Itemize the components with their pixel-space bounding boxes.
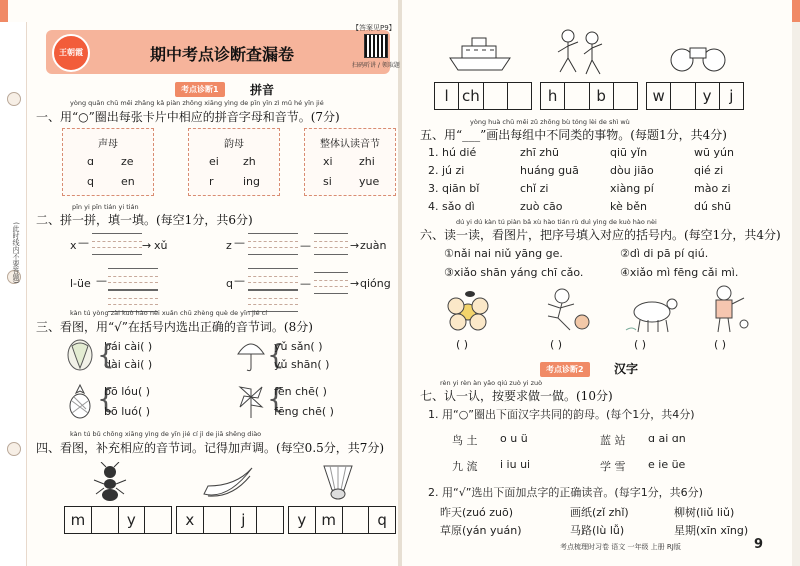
diag1-topic: 拼音 <box>250 83 275 97</box>
q7-sub1: 1. 用“○”圈出下面汉字共同的韵母。(每个1分，共4分) <box>428 408 695 421</box>
arrow-icon: → <box>350 239 360 252</box>
q5-item[interactable]: 4. sǎo dì <box>428 200 475 213</box>
q3-option[interactable]: dài cài( ) <box>104 358 153 371</box>
q6-sentence: ③xiǎo shān yáng chī cǎo. <box>444 266 584 279</box>
q5-pinyin: yòng huà chū měi zǔ zhōng bù tóng lèi de shì wù <box>470 118 630 126</box>
q1-box-head: 整体认读音节 <box>320 139 380 150</box>
q3-option[interactable]: bō lóu( ) <box>104 385 151 398</box>
q4-grid <box>288 506 396 534</box>
q1-cell[interactable]: ing <box>243 175 261 188</box>
q3-option[interactable]: bō luó( ) <box>104 405 151 418</box>
q3-option[interactable]: fēng chē( ) <box>274 405 334 418</box>
q2-pinyin: pīn yi pīn tián yi tián <box>72 203 139 211</box>
q5-item[interactable]: huáng guā <box>520 164 579 177</box>
q2-blank[interactable] <box>314 272 348 294</box>
q5-item[interactable]: xiàng pí <box>610 182 654 195</box>
q1-text: 一、用“○”圈出每张卡片中相应的拼音字母和音节。(7分) <box>36 110 340 124</box>
umbrella-icon <box>236 338 266 372</box>
q7-reading[interactable]: 昨天(zuó zuō) <box>440 506 514 519</box>
q5-item[interactable]: chǐ zi <box>520 182 549 195</box>
q1-cell[interactable]: xi <box>323 155 333 168</box>
q1-box-head: 韵母 <box>224 139 244 150</box>
q7-chars: 九 流 <box>452 460 478 473</box>
right-cell[interactable]: b <box>596 87 606 105</box>
pineapple-icon <box>66 383 94 419</box>
q3-option[interactable]: yǔ sǎn( ) <box>274 340 323 353</box>
binding-strip-text: (此时线内不要答题) <box>12 222 20 284</box>
q3-option[interactable]: fēn chē( ) <box>274 385 327 398</box>
q1-cell[interactable]: si <box>323 175 332 188</box>
banana-icon <box>200 464 256 500</box>
q3-option[interactable]: yǔ shān( ) <box>274 358 330 371</box>
binding-strip <box>0 22 27 566</box>
diag2-topic: 汉字 <box>614 362 639 376</box>
q2-blank[interactable] <box>314 233 348 255</box>
q6-sentence: ②dì di pā pí qiú. <box>620 247 709 260</box>
q1-box-head: 声母 <box>98 139 118 150</box>
binoculars-icon <box>668 40 728 74</box>
q2-blank[interactable] <box>248 268 298 290</box>
q5-item[interactable]: 1. hú dié <box>428 146 477 159</box>
brand-logo: 王朝霞 <box>52 34 90 72</box>
q3-text: 三、看图，用“√”在括号内选出正确的音节词。(8分) <box>36 320 313 334</box>
q5-item[interactable]: qié zi <box>694 164 724 177</box>
punch-hole <box>7 92 21 106</box>
q1-cell[interactable]: ei <box>209 155 219 168</box>
right-cell[interactable]: ch <box>461 87 480 105</box>
q1-pinyin: yòng quān chū měi zhāng kǎ piàn zhōng xiāng yìng de pīn yīn zì mǔ hé yīn jié <box>70 99 324 107</box>
q4-grid <box>64 506 172 534</box>
q7-chars: 蓝 站 <box>600 434 626 447</box>
q1-cell[interactable]: q <box>87 175 94 188</box>
q4-pinyin: kàn tú bǔ chōng xiāng yìng de yīn jié cí jì de jiā shēng diào <box>70 430 262 438</box>
q7-reading[interactable]: 柳树(liǔ liǔ) <box>674 506 735 519</box>
q1-box-whole-syllables <box>304 128 396 196</box>
q5-item[interactable]: qiū yǐn <box>610 146 648 159</box>
q1-cell[interactable]: zhi <box>359 155 375 168</box>
page-number: 9 <box>754 537 764 552</box>
q4-cell[interactable]: m <box>70 511 86 529</box>
diag2-badge: 考点诊断2 <box>540 362 590 377</box>
q7-options[interactable]: i iu ui <box>500 458 531 471</box>
right-grid <box>540 82 638 110</box>
q1-cell[interactable]: yue <box>359 175 380 188</box>
q6-blank[interactable]: ( ) <box>550 338 563 351</box>
qr-label: 扫码听讲 / 领取题 <box>352 62 400 69</box>
ant-icon <box>90 462 130 502</box>
q2-text: 二、拼一拼，填一填。(每空1分，共6分) <box>36 213 253 227</box>
q6-blank[interactable]: ( ) <box>714 338 727 351</box>
q4-cell[interactable]: x <box>185 511 195 529</box>
right-cell[interactable]: j <box>729 87 734 105</box>
answer-tag: 【答案见P9】 <box>352 24 396 32</box>
q7-chars: 学 雪 <box>600 460 626 473</box>
q4-cell[interactable]: q <box>377 511 387 529</box>
right-cell[interactable]: l <box>444 87 449 105</box>
q2-left: l-üe <box>70 277 91 290</box>
q6-sentence: ④xiǎo mì fēng cǎi mì. <box>620 266 739 279</box>
q3-pinyin: kàn tú yòng zài kuò hào nèi xuǎn chū zhèng què de yīn jié cí <box>70 309 268 317</box>
q2-right: qióng <box>360 277 391 290</box>
q1-cell[interactable]: r <box>209 175 214 188</box>
q2-right: zuàn <box>360 239 387 252</box>
qr-code-icon[interactable] <box>364 34 388 58</box>
right-cell[interactable]: w <box>652 87 665 105</box>
grandma-dance-icon <box>706 284 750 334</box>
q5-item[interactable]: 2. jú zi <box>428 164 465 177</box>
q6-pinyin: dú yi dú kàn tú piàn bǎ xù hào tián rù duì yìng de kuò hào nèi <box>456 218 657 226</box>
q4-text: 四、看图，补充相应的音节词。记得加声调。(每空0.5分，共7分) <box>36 441 385 455</box>
q5-item[interactable]: dú shū <box>694 200 732 213</box>
arrow-icon: — <box>300 239 311 252</box>
arrow-icon: — <box>300 277 311 290</box>
q4-grid <box>176 506 284 534</box>
q2-right: xǔ <box>154 239 168 252</box>
q4-cell[interactable]: j <box>241 511 246 529</box>
boy-ball-icon <box>540 286 592 334</box>
q2-blank[interactable] <box>92 233 142 255</box>
right-cell[interactable]: y <box>702 87 712 105</box>
ship-icon <box>448 36 512 72</box>
q5-item[interactable]: mào zi <box>694 182 731 195</box>
diag1-badge: 考点诊断1 <box>175 82 225 97</box>
brace: { <box>97 382 115 415</box>
right-grid <box>434 82 532 110</box>
q6-text: 六、读一读，看图片，把序号填入对应的括号内。(每空1分，共4分) <box>420 228 781 242</box>
pinwheel-icon <box>236 383 266 419</box>
arrow-icon: — <box>78 236 89 249</box>
arrow-icon: → <box>350 277 360 290</box>
goat-icon <box>622 290 678 334</box>
q7-options[interactable]: ɑ ai ɑn <box>648 432 686 445</box>
spine <box>398 0 402 566</box>
footer: 考点梳理时习卷 语文 一年级 上册 RJ版 <box>560 543 681 551</box>
q5-item[interactable]: dòu jiāo <box>610 164 654 177</box>
q7-pinyin: rèn yi rèn àn yāo qiú zuò yi zuò <box>440 379 543 387</box>
arrow-icon: → <box>142 239 152 252</box>
q7-options[interactable]: e ie üe <box>648 458 686 471</box>
q7-reading[interactable]: 星期(xīn xīng) <box>674 524 749 537</box>
punch-hole <box>7 442 21 456</box>
right-grid <box>646 82 744 110</box>
arrow-icon: — <box>96 274 107 287</box>
arrow-icon: — <box>234 274 245 287</box>
q7-text: 七、认一认，按要求做一做。(10分) <box>420 389 613 403</box>
q5-item[interactable]: 3. qiān bǐ <box>428 182 480 195</box>
q1-box-finals <box>188 128 280 196</box>
cabbage-icon <box>66 338 94 372</box>
q5-item[interactable]: zhī zhū <box>520 146 560 159</box>
arrow-icon: — <box>234 236 245 249</box>
q2-left: z <box>226 239 232 252</box>
q2-blank[interactable] <box>248 233 298 255</box>
q5-item[interactable]: wū yún <box>694 146 734 159</box>
q7-options[interactable]: o u ü <box>500 432 528 445</box>
bee-flower-icon <box>440 288 498 334</box>
q5-item[interactable]: zuò cāo <box>520 200 563 213</box>
q7-reading[interactable]: 马路(lù lǚ) <box>570 524 625 537</box>
q7-reading[interactable]: 草原(yán yuán) <box>440 524 522 537</box>
q5-item[interactable]: kè běn <box>610 200 647 213</box>
q7-sub2: 2. 用“√”选出下面加点字的正确读音。(每字1分，共6分) <box>428 486 703 499</box>
brace: { <box>267 338 285 371</box>
q3-option[interactable]: bái cài( ) <box>104 340 153 353</box>
q7-chars: 鸟 土 <box>452 434 478 447</box>
right-cell[interactable]: h <box>547 87 558 105</box>
q2-left: x <box>70 239 77 252</box>
q1-cell[interactable]: zh <box>243 155 256 168</box>
brace: { <box>97 338 115 371</box>
q2-blank[interactable] <box>108 268 158 290</box>
page-title: 期中考点诊断查漏卷 <box>150 45 295 64</box>
q6-sentence: ①nǎi nai niǔ yāng ge. <box>444 247 563 260</box>
q7-reading[interactable]: 画纸(zǐ zhǐ) <box>570 506 629 519</box>
children-running-icon <box>550 28 610 76</box>
q6-blank[interactable]: ( ) <box>456 338 469 351</box>
brace: { <box>267 382 285 415</box>
q1-box-initials <box>62 128 154 196</box>
q1-cell[interactable]: ze <box>121 155 134 168</box>
q1-cell[interactable]: ɑ <box>87 155 94 168</box>
q1-cell[interactable]: en <box>121 175 135 188</box>
q5-text: 五、用“___”画出每组中不同类的事物。(每题1分，共4分) <box>420 128 727 142</box>
shuttlecock-icon <box>318 462 358 502</box>
q2-left: q <box>226 277 233 290</box>
q4-cell[interactable]: y <box>297 511 307 529</box>
q4-cell[interactable]: m <box>321 511 336 529</box>
q4-cell[interactable]: y <box>126 511 136 529</box>
q6-blank[interactable]: ( ) <box>634 338 647 351</box>
